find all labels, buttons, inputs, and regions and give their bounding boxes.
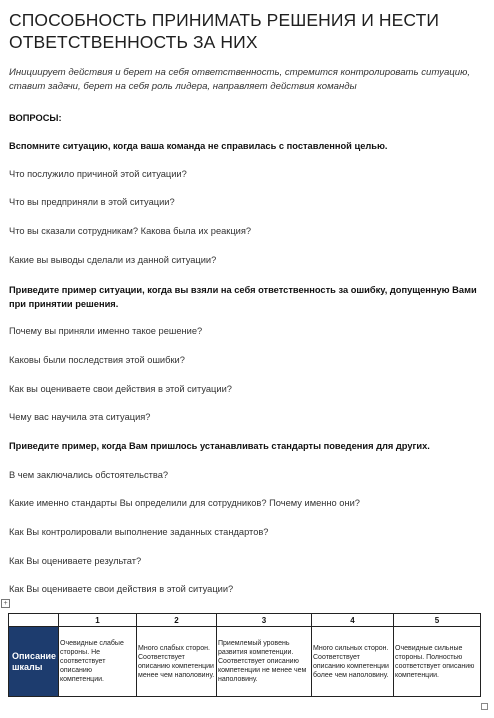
question-3-3: Как Вы контролировали выполнение заданных стандартов? (9, 527, 269, 537)
scale-cell-1: Очевидные слабые стороны. Не соответствует описанию компетенции. (59, 627, 137, 697)
prompt-1: Вспомните ситуацию, когда ваша команда не справилась с поставленной целью. (9, 141, 388, 151)
table-header-row (9, 614, 481, 627)
questions-heading: ВОПРОСЫ: (9, 113, 62, 123)
scale-cell-5: Очевидные сильные стороны. Полностью соответствует описанию компетенции. (394, 627, 481, 697)
scale-col-4: 4 (312, 614, 394, 627)
prompt-3: Приведите пример, когда Вам пришлось устанавливать стандарты поведения для других. (9, 441, 430, 451)
question-3-1: В чем заключались обстоятельства? (9, 470, 169, 480)
page-title: СПОСОБНОСТЬ ПРИНИМАТЬ РЕШЕНИЯ И НЕСТИ ОТВЕТСТВЕННОСТЬ ЗА НИХ (9, 10, 440, 52)
question-1-4: Какие вы выводы сделали из данной ситуации? (9, 255, 217, 265)
question-1-2: Что вы предприняли в этой ситуации? (9, 197, 175, 207)
scale-col-1: 1 (59, 614, 137, 627)
scale-cell-4: Много сильных сторон. Соответствует описанию компетенции более чем наполовину. (312, 627, 394, 697)
question-1-1: Что послужило причиной этой ситуации? (9, 169, 187, 179)
scale-cell-2: Много слабых сторон. Соответствует описанию компетенции менее чем наполовину. (137, 627, 217, 697)
question-3-4: Как Вы оцениваете результат? (9, 556, 142, 566)
question-2-1: Почему вы приняли именно такое решение? (9, 326, 203, 336)
scale-col-3: 3 (217, 614, 312, 627)
move-handle-icon[interactable]: + (1, 599, 10, 608)
question-2-2: Каковы были последствия этой ошибки? (9, 355, 185, 365)
question-3-5: Как Вы оцениваете свои действия в этой ситуации? (9, 584, 234, 594)
scale-col-2: 2 (137, 614, 217, 627)
question-2-4: Чему вас научила эта ситуация? (9, 412, 151, 422)
scale-col-5: 5 (394, 614, 481, 627)
scale-cell-3: Приемлемый уровень развития компетенции. Соответствует описанию компетенции не менее чем наполовину. (217, 627, 312, 697)
table-corner-cell (9, 614, 59, 627)
question-3-2: Какие именно стандарты Вы определили для сотрудников? Почему именно они? (9, 498, 360, 508)
intro-text: Инициирует действия и берет на себя ответственность, стремится контролировать ситуацию, ставит задачи, берет на себя роль лидера, направляет действия команды (9, 67, 471, 92)
prompt-2: Приведите пример ситуации, когда вы взяли на себя ответственность за ошибку, допущенную Вами при принятии решения. (9, 285, 477, 309)
resize-handle-icon[interactable] (481, 703, 488, 710)
question-1-3: Что вы сказали сотрудникам? Какова была их реакция? (9, 226, 252, 236)
table-row (9, 627, 481, 697)
scale-row-label: Описание шкалы (9, 627, 59, 697)
scale-table (8, 613, 481, 697)
question-2-3: Как вы оцениваете свои действия в этой ситуации? (9, 384, 232, 394)
